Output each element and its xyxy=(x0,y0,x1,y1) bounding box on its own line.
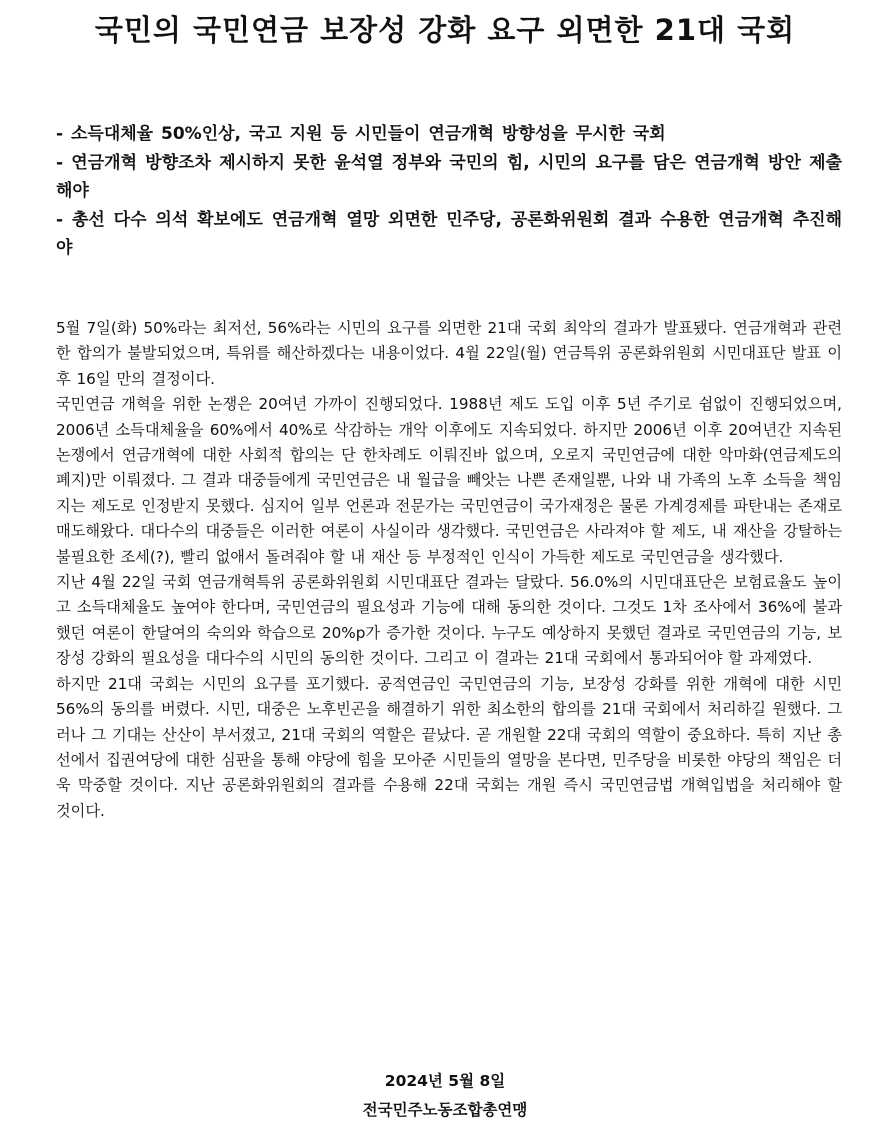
subheading-list xyxy=(56,120,842,263)
subheading: - 총선 다수 의석 확보에도 연금개혁 열망 외면한 민주당, 공론화위원회 결과 수용한 연금개혁 추진해야 xyxy=(56,209,842,258)
organization-name: 전국민주노동조합총연맹 xyxy=(362,1101,528,1119)
body-paragraph: 국민연금 개혁을 위한 논쟁은 20여년 가까이 진행되었다. 1988년 제도 도입 이후 5년 주기로 쉼없이 진행되었으며, 2006년 소득대체율을 60%에서 40%로 삭감하는 개악 이후에도 지속되었다. 하지만 2006년 이후 20여년간 지속된 논쟁에서 연금개혁에 대한 사회적 합의는 단 한차례도 이뤄진바 없으며, 오로지 국민연금에 대한 악마화(연금제도의 폐지)만 이뤄졌다. 그 결과 대중들에게 국민연금은 내 월급을 빼앗는 나쁜 존재일뿐, 나와 내 가족의 노후 소득을 책임지는 제도로 인정받지 못했다. 심지어 일부 언론과 전문가는 국민연금이 국가재정은 물론 가계경제를 파탄내는 존재로 매도해왔다. 대다수의 대중들은 이러한 여론이 사실이라 생각했다. 국민연금은 사라져야 할 제도, 내 재산을 강탈하는 불필요한 조세(?), 빨리 없애서 돌려줘야 할 내 재산 등 부정적인 인식이 가득한 제도로 국민연금을 생각했다. xyxy=(56,395,842,566)
body-text xyxy=(56,316,842,824)
body-paragraph: 지난 4월 22일 국회 연금개혁특위 공론화위원회 시민대표단 결과는 달랐다. 56.0%의 시민대표단은 보험료율도 높이고 소득대체율도 높여야 한다며, 국민연금의 필요성과 기능에 대해 동의한 것이다. 그것도 1차 조사에서 36%에 불과했던 여론이 한달여의 숙의와 학습으로 20%p가 증가한 것이다. 누구도 예상하지 못했던 결과로 국민연금의 기능, 보장성 강화의 필요성을 대다수의 시민의 동의한 것이다. 그리고 이 결과는 21대 국회에서 통과되어야 할 과제였다. xyxy=(56,573,842,668)
page-title: 국민의 국민연금 보장성 강화 요구 외면한 21대 국회 xyxy=(94,13,796,47)
body-paragraph: 하지만 21대 국회는 시민의 요구를 포기했다. 공적연금인 국민연금의 기능, 보장성 강화를 위한 개혁에 대한 시민 56%의 동의를 버렸다. 시민, 대중은 노후빈곤을 해결하기 위한 최소한의 합의를 21대 국회에서 처리하길 원했다. 그러나 그 기대는 산산이 부서졌고, 21대 국회의 역할은 끝났다. 곧 개원할 22대 국회의 역할이 중요하다. 특히 지난 총선에서 집권여당에 대한 심판을 통해 야당에 힘을 모아준 시민들의 열망을 본다면, 민주당을 비롯한 야당의 책임은 더욱 막중할 것이다. 지난 공론화위원회의 결과를 수용해 22대 국회는 개원 즉시 국민연금법 개혁입법을 처리해야 할 것이다. xyxy=(56,674,842,820)
release-date: 2024년 5월 8일 xyxy=(384,1072,506,1090)
subheading: - 소득대체율 50%인상, 국고 지원 등 시민들이 연금개혁 방향성을 무시한 국회 xyxy=(56,124,666,144)
body-paragraph: 5월 7일(화) 50%라는 최저선, 56%라는 시민의 요구를 외면한 21대 국회 최악의 결과가 발표됐다. 연금개혁과 관련한 합의가 불발되었으며, 특위를 해산하겠다는 내용이었다. 4월 22일(월) 연금특위 공론화위원회 시민대표단 발표 이후 16일 만의 결정이다. xyxy=(56,319,842,388)
subheading: - 연금개혁 방향조차 제시하지 못한 윤석열 정부와 국민의 힘, 시민의 요구를 담은 연금개혁 방안 제출해야 xyxy=(56,152,842,201)
